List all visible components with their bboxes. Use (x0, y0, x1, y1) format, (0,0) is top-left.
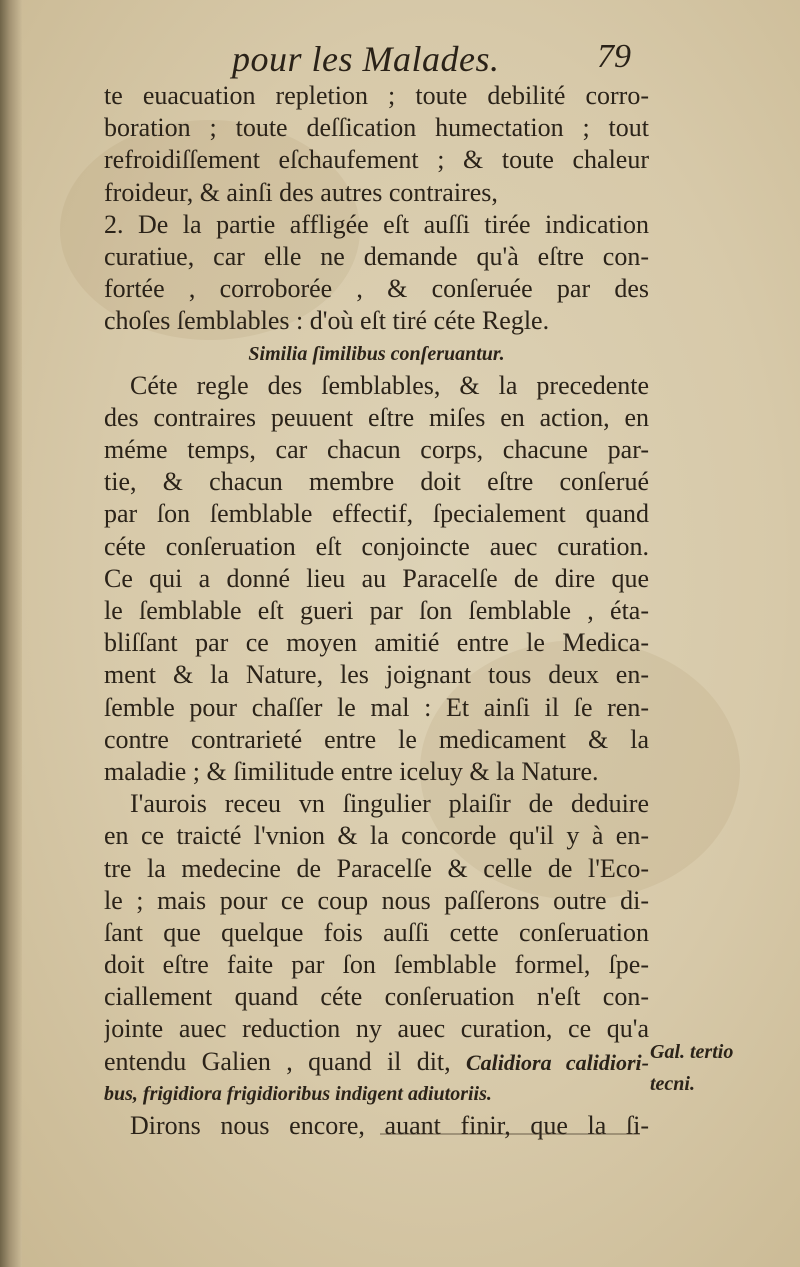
latin-citation-line: bus, frigidiora frigidioribus indigent adiutoriis. (104, 1082, 492, 1105)
text-line: tre la medecine de Paracelſe & celle de l'Eco- (104, 853, 649, 883)
text-line-with-citation (104, 1046, 649, 1078)
text-line: ciallement quand céte conſeruation n'eſt con- (104, 982, 649, 1012)
text-line: doit eſtre faite par ſon ſemblable formel, ſpe- (104, 950, 649, 980)
text-line: le ; mais pour ce coup nous paſſerons outre di- (104, 885, 649, 915)
text-line: en ce traicté l'vnion & la concorde qu'il y à en- (104, 821, 649, 851)
text-line: ment & la Nature, les joignant tous deux en- (104, 660, 649, 690)
page-header (0, 36, 800, 86)
text-line: refroidiſſement eſchaufement ; & toute chaleur (104, 145, 649, 175)
text-line: te euacuation repletion ; toute debilité corro- (104, 81, 649, 110)
text-line: curatiue, car elle ne demande qu'à eſtre con- (104, 241, 649, 271)
text-line: par ſon ſemblable effectif, ſpecialement quand (104, 499, 649, 529)
body-text (104, 80, 649, 1142)
text-line: maladie ; & ſimilitude entre iceluy & la Nature. (104, 756, 599, 786)
text-line: le ſemblable eſt gueri par ſon ſemblable , éta- (104, 596, 649, 625)
text-line: bliſſant par ce moyen amitié entre le Medica- (104, 628, 649, 658)
text-line: ſemble pour chaſſer le mal : Et ainſi il ſe ren- (104, 692, 649, 722)
text-line: céte conſeruation eſt conjoincte auec curation. (104, 531, 649, 561)
marginal-note-line: Gal. tertio (650, 1041, 734, 1063)
latin-maxim: Similia ſimilibus conſeruantur. (248, 342, 505, 365)
text-line: boration ; toute deſſication humectation ; tout (104, 113, 649, 143)
text-line: tie, & chacun membre doit eſtre conſerué (104, 467, 649, 497)
latin-citation: Calidiora calidiori- (466, 1049, 649, 1075)
marginal-note-line: tecni. (650, 1073, 695, 1095)
text-line: 2. De la partie affligée eſt auſſi tirée indication (104, 209, 649, 239)
text-line: Céte regle des ſemblables, & la precedente (130, 370, 649, 400)
running-head: pour les Malades. (232, 39, 500, 79)
text-line: choſes ſemblables : d'où eſt tiré céte Regle. (104, 306, 550, 336)
text-line: I'aurois receu vn ſingulier plaiſir de deduire (130, 789, 649, 819)
text-line: ſant que quelque fois auſſi cette conſeruation (104, 917, 649, 947)
catchword-rule (380, 1133, 640, 1135)
text-segment: entendu Galien , quand il dit, (104, 1046, 451, 1076)
text-line: des contraires peuuent eſtre miſes en action, en (104, 402, 649, 432)
text-line: jointe auec reduction ny auec curation, ce qu'a (104, 1014, 649, 1044)
text-line: fortée , corroborée , & conſeruée par des (104, 274, 649, 304)
text-line: Ce qui a donné lieu au Paracelſe de dire que (104, 563, 649, 593)
binding-gutter (0, 0, 22, 1267)
page-number: 79 (597, 38, 631, 75)
text-line: froideur, & ainſi des autres contraires, (104, 177, 498, 207)
text-line: contre contrarieté entre le medicament & la (104, 724, 649, 754)
text-line: Dirons nous encore, auant finir, que la ſi- (130, 1111, 649, 1140)
text-line: méme temps, car chacun corps, chacune par- (104, 435, 649, 465)
marginal-note (650, 1036, 790, 1100)
